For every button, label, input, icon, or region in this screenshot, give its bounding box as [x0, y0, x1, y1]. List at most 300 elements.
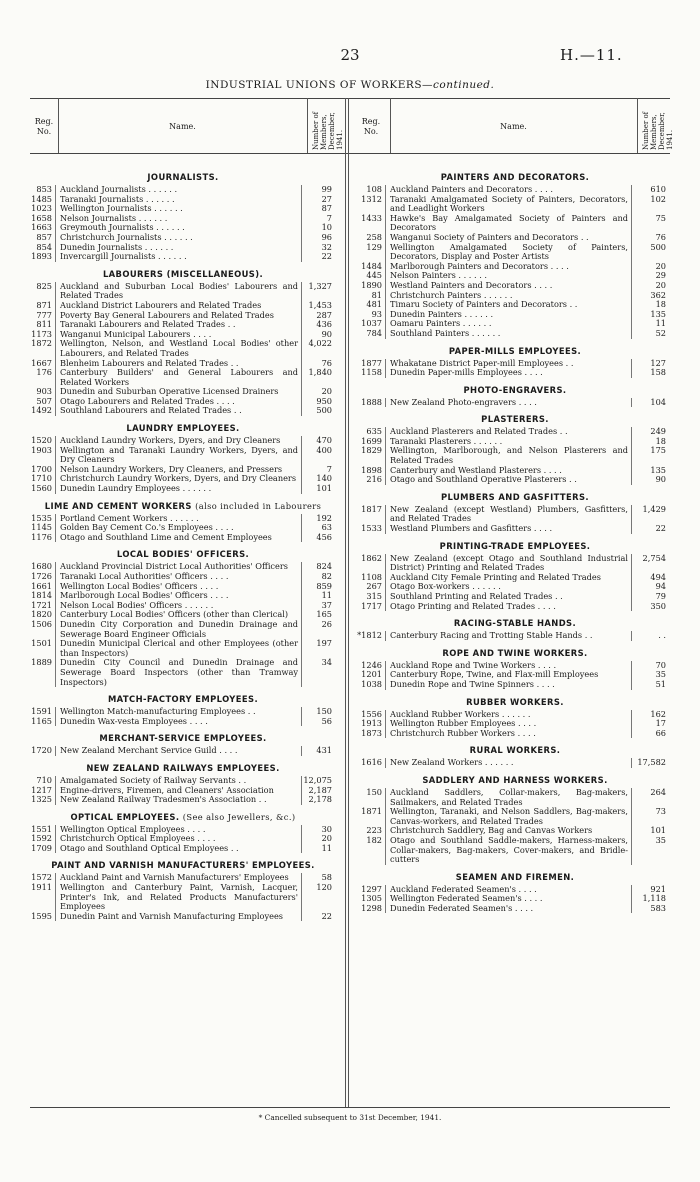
table-row [24, 252, 342, 262]
union-name: Christchurch Saddlery, Bag and Canvas Workers [385, 826, 632, 836]
right-members-header: Number of Members, December, 1941. [642, 111, 674, 150]
member-count: 4,022 [308, 338, 332, 349]
union-name: Auckland Laundry Workers, Dyers, and Dry Cleaners [55, 436, 302, 446]
table-row [24, 368, 342, 387]
section-heading [352, 414, 678, 424]
table-row [24, 446, 342, 465]
member-count: 96 [321, 231, 332, 242]
member-count: 7 [326, 212, 332, 223]
reg-number: 1721 [31, 599, 52, 610]
union-name: Auckland Plasterers and Related Trades . . [385, 427, 632, 437]
union-name: Blenheim Labourers and Related Trades . . [55, 359, 302, 369]
reg-number: 1501 [31, 638, 52, 649]
member-count: 175 [650, 445, 666, 456]
member-count: 58 [321, 872, 332, 883]
union-name: Wellington Amalgamated Society of Painters, Decorators, Display and Poster Artists [385, 243, 632, 262]
reg-number: 1872 [31, 338, 52, 349]
union-name: Invercargill Journalists . . . . . . [55, 252, 302, 262]
union-name: Westland Plumbers and Gasfitters . . . . [385, 524, 632, 534]
member-count: 90 [655, 474, 666, 485]
reg-number: 1726 [31, 571, 52, 581]
member-count: 20 [321, 386, 332, 397]
union-name: Taranaki Plasterers . . . . . . [385, 437, 632, 447]
section-note: (also included in Labourers [195, 500, 322, 511]
table-row [24, 639, 342, 658]
member-count: 1,118 [642, 893, 666, 904]
union-name: Southland Printing and Related Trades . . [385, 592, 632, 602]
union-name: Dunedin Painters . . . . . . [385, 310, 632, 320]
table-row [352, 214, 678, 233]
union-name: New Zealand Railway Tradesmen's Association . . [55, 795, 302, 805]
member-count: 29 [655, 270, 666, 281]
reg-number: 1037 [361, 318, 382, 329]
reg-number: 1246 [361, 659, 382, 670]
union-name: Westland Painters and Decorators . . . . [385, 281, 632, 291]
reg-number: 108 [366, 184, 382, 194]
reg-number: 1145 [31, 522, 52, 533]
union-name: Dunedin Journalists . . . . . . [55, 243, 302, 253]
section-title: PAINT AND VARNISH MANUFACTURERS' EMPLOYEES. [51, 860, 315, 871]
section-heading [352, 648, 678, 658]
union-name: Wellington and Taranaki Laundry Workers, Dyers, and Dry Cleaners [55, 446, 302, 465]
member-count: 921 [650, 883, 666, 894]
section-heading [24, 694, 342, 704]
reg-number: *1812 [357, 630, 382, 641]
reg-number: 1663 [31, 222, 52, 233]
member-count: 500 [650, 241, 666, 252]
reg-number: 1710 [31, 473, 52, 484]
member-count: 34 [321, 657, 332, 668]
table-row [352, 729, 678, 739]
member-count: 197 [316, 638, 332, 649]
reg-number: 825 [36, 280, 52, 291]
union-name: Wellington Local Bodies' Officers . . . . [55, 582, 302, 592]
member-count: 20 [655, 279, 666, 290]
section-title: JOURNALISTS. [147, 172, 219, 182]
union-name: Auckland Rubber Workers . . . . . . [385, 710, 632, 720]
member-count: 192 [316, 512, 332, 523]
center-divider-2 [348, 98, 349, 1107]
section-title: LABOURERS (MISCELLANEOUS). [102, 268, 264, 279]
table-row [352, 329, 678, 339]
section-title: PRINTING-TRADE EMPLOYEES. [439, 540, 591, 551]
union-name: Auckland Painters and Decorators . . . . [385, 185, 632, 195]
member-count: 583 [650, 902, 666, 913]
reg-number: 1485 [31, 193, 52, 204]
reg-number: 1911 [31, 882, 52, 893]
union-name: New Zealand (except Otago and Southland Industrial District) Printing and Related Trades [385, 554, 632, 573]
reg-number: 1158 [361, 367, 382, 378]
section-heading [24, 501, 342, 511]
member-count: 400 [316, 444, 332, 455]
reg-number: 481 [366, 299, 382, 310]
section-title: PLUMBERS AND GASFITTERS. [441, 491, 589, 502]
reg-number: 1913 [361, 718, 382, 729]
member-count: 66 [655, 727, 666, 738]
union-name: Christchurch Laundry Workers, Dyers, and Dry Cleaners [55, 474, 302, 484]
union-name: Timaru Society of Painters and Decorators . . [385, 300, 632, 310]
member-count: 249 [650, 426, 666, 437]
union-name: Taranaki Journalists . . . . . . [55, 195, 302, 205]
member-count: 494 [650, 571, 666, 582]
section-title: PAPER-MILLS EMPLOYEES. [448, 345, 582, 356]
member-count: 99 [321, 184, 332, 194]
union-name: Amalgamated Society of Railway Servants . . [55, 776, 302, 786]
reg-number: 182 [366, 834, 382, 845]
union-name: Otago and Southland Operative Plasterers . . [385, 475, 632, 485]
union-name: Nelson Laundry Workers, Dry Cleaners, and Pressers [55, 465, 302, 475]
reg-number: 777 [36, 309, 52, 320]
reg-number: 258 [366, 231, 382, 242]
union-name: Wellington Match-manufacturing Employees . . [55, 707, 302, 717]
union-name: Christchurch Optical Employees . . . . [55, 834, 302, 844]
right-head-rule-2 [637, 98, 638, 153]
page-number: 23 [340, 46, 360, 64]
member-count: 102 [650, 193, 666, 204]
union-name: Canterbury Rope, Twine, and Flax-mill Employees [385, 670, 632, 680]
member-count: 120 [316, 882, 332, 893]
left-members-header: Number of Members, December, 1941. [312, 111, 344, 150]
reg-number: 150 [366, 786, 382, 797]
reg-number: 853 [36, 184, 52, 194]
union-name: Wellington and Canterbury Paint, Varnish, Lacquer, Printer's Ink, and Related Products Manufacturers' Employees [55, 883, 302, 912]
section-title: ROPE AND TWINE WORKERS. [442, 647, 588, 658]
reg-number: 1890 [361, 279, 382, 290]
member-count: 18 [655, 435, 666, 446]
member-count: 7 [326, 463, 332, 474]
reg-number: 1873 [361, 727, 382, 738]
section-heading [24, 763, 342, 773]
right-column [352, 165, 678, 913]
member-count: 470 [316, 435, 332, 446]
table-row [352, 524, 678, 534]
member-count: 1,429 [642, 503, 666, 514]
section-heading [24, 812, 342, 822]
member-count: 2,178 [308, 794, 332, 805]
union-name: Auckland City Female Printing and Related Trades [385, 573, 632, 583]
member-count: 90 [321, 328, 332, 339]
reg-number: 1717 [361, 600, 382, 611]
member-count: 37 [321, 599, 332, 610]
footnote: * Cancelled subsequent to 31st December, 1941. [258, 1113, 442, 1122]
table-row [352, 602, 678, 612]
table-row [352, 788, 678, 807]
reg-number: 1877 [361, 357, 382, 368]
table-row [24, 883, 342, 912]
member-count: 20 [655, 260, 666, 271]
member-count: 824 [316, 561, 332, 572]
member-count: 350 [650, 600, 666, 611]
header-top-rule [30, 98, 670, 99]
union-name: Dunedin and Suburban Operative Licensed Drainers [55, 387, 302, 397]
reg-number: 1903 [31, 444, 52, 455]
reg-number: 129 [366, 241, 382, 252]
union-name: New Zealand Merchant Service Guild . . . . [55, 746, 302, 756]
union-name: Christchurch Rubber Workers . . . . [385, 729, 632, 739]
section-heading [24, 860, 342, 870]
table-row [352, 368, 678, 378]
union-name: Wellington Journalists . . . . . . [55, 204, 302, 214]
reg-number: 1709 [31, 842, 52, 853]
page-reference: H.—11. [560, 46, 623, 64]
union-name: Dunedin Municipal Clerical and other Employees (other than Inspectors) [55, 639, 302, 658]
reg-number: 1312 [361, 193, 382, 204]
member-count: 52 [655, 327, 666, 338]
member-count: 11 [655, 318, 666, 329]
member-count: 135 [650, 308, 666, 319]
reg-number: 223 [366, 825, 382, 836]
reg-number: 267 [366, 581, 382, 592]
section-title: NEW ZEALAND RAILWAYS EMPLOYEES. [86, 762, 280, 773]
union-name: Wellington Federated Seamen's . . . . [385, 894, 632, 904]
union-name: Canterbury Racing and Trotting Stable Hands . . [385, 631, 632, 641]
union-name: New Zealand Workers . . . . . . [385, 758, 632, 768]
union-name: Otago and Southland Optical Employees . . [55, 844, 302, 854]
section-heading [352, 697, 678, 707]
member-count: 2,187 [308, 784, 332, 795]
table-row [352, 505, 678, 524]
reg-number: 1023 [31, 203, 52, 214]
member-count: 94 [655, 581, 666, 592]
member-count: 135 [650, 464, 666, 475]
table-row [352, 631, 678, 641]
member-count: 456 [316, 531, 332, 542]
reg-number: 445 [366, 270, 382, 281]
section-heading [352, 541, 678, 551]
table-bottom-rule [30, 1107, 670, 1108]
section-title: PAINTERS AND DECORATORS. [440, 172, 590, 182]
section-title: RURAL WORKERS. [469, 745, 561, 756]
union-name: Auckland Journalists . . . . . . [55, 185, 302, 195]
union-name: Wanganui Municipal Labourers . . . . [55, 330, 302, 340]
reg-number: 1173 [31, 328, 52, 339]
member-count: 431 [316, 745, 332, 756]
member-count: 22 [321, 910, 332, 921]
table-row [352, 758, 678, 768]
union-name: Wellington, Taranaki, and Nelson Saddlers, Bag-makers, Canvas-workers, and Related Trades [385, 807, 632, 826]
union-name: New Zealand (except Westland) Plumbers, Gasfitters, and Related Trades [385, 505, 632, 524]
member-count: . . [658, 630, 666, 641]
section-title: OPTICAL EMPLOYEES. [70, 811, 180, 822]
section-title: MERCHANT-SERVICE EMPLOYEES. [99, 733, 267, 744]
reg-number: 1889 [31, 657, 52, 668]
reg-number: 1556 [361, 708, 382, 719]
section-heading [24, 172, 342, 182]
member-count: 264 [650, 786, 666, 797]
reg-number: 1817 [361, 503, 382, 514]
union-name: Auckland Rope and Twine Workers . . . . [385, 661, 632, 671]
section-heading [352, 385, 678, 395]
table-row [24, 282, 342, 301]
section-heading [352, 172, 678, 182]
union-name: Dunedin Paper-mills Employees . . . . [385, 368, 632, 378]
reg-number: 1298 [361, 902, 382, 913]
reg-number: 1592 [31, 833, 52, 844]
reg-number: 81 [371, 289, 382, 300]
union-name: Greymouth Journalists . . . . . . [55, 223, 302, 233]
member-count: 22 [321, 251, 332, 262]
reg-number: 1661 [31, 580, 52, 591]
section-heading [24, 733, 342, 743]
member-count: 76 [321, 357, 332, 368]
union-name: Nelson Local Bodies' Officers . . . . . . [55, 601, 302, 611]
member-count: 101 [650, 825, 666, 836]
member-count: 79 [655, 591, 666, 601]
table-row [352, 243, 678, 262]
reg-number: 1520 [31, 435, 52, 446]
section-title: RACING-STABLE HANDS. [453, 618, 577, 629]
table-row [24, 746, 342, 756]
table-row [24, 484, 342, 494]
union-name: Hawke's Bay Amalgamated Society of Painters and Decorators [385, 214, 632, 233]
member-count: 17 [655, 718, 666, 729]
section-heading [24, 423, 342, 433]
reg-number: 1814 [31, 590, 52, 601]
member-count: 162 [650, 708, 666, 719]
section-title: PHOTO-ENGRAVERS. [463, 384, 567, 395]
reg-number: 1595 [31, 910, 52, 921]
section-note: (See also Jewellers, &c.) [182, 811, 296, 822]
reg-number: 903 [36, 386, 52, 397]
union-name: Wellington Optical Employees . . . . [55, 825, 302, 835]
table-row [24, 912, 342, 922]
reg-number: 1699 [361, 435, 382, 446]
member-count: 500 [316, 405, 332, 416]
section-heading [352, 492, 678, 502]
table-row [352, 195, 678, 214]
reg-number: 1591 [31, 706, 52, 717]
reg-number: 710 [36, 774, 52, 785]
reg-number: 176 [36, 367, 52, 378]
table-row [352, 554, 678, 573]
reg-number: 1551 [31, 823, 52, 834]
table-row [24, 406, 342, 416]
reg-number: 1506 [31, 618, 52, 629]
member-count: 32 [321, 241, 332, 252]
union-name: Dunedin Rope and Twine Spinners . . . . [385, 680, 632, 690]
reg-number: 1898 [361, 464, 382, 475]
center-divider [345, 98, 346, 1107]
member-count: 30 [321, 823, 332, 834]
table-row [24, 658, 342, 687]
running-head-text: INDUSTRIAL UNIONS OF WORKERS— [205, 79, 434, 91]
union-name: Auckland Federated Seamen's . . . . [385, 885, 632, 895]
reg-number: 1217 [31, 784, 52, 795]
table-row [24, 844, 342, 854]
running-head-italic: continued. [433, 79, 495, 91]
union-name: Oamaru Painters . . . . . . [385, 319, 632, 329]
reg-number: 1533 [361, 523, 382, 534]
union-name: Wellington, Marlborough, and Nelson Plasterers and Related Trades [385, 446, 632, 465]
reg-number: 1165 [31, 715, 52, 726]
table-row [352, 680, 678, 690]
member-count: 165 [316, 609, 332, 620]
reg-number: 1700 [31, 463, 52, 474]
union-name: Dunedin Federated Seamen's . . . . [385, 904, 632, 914]
member-count: 101 [316, 483, 332, 494]
table-row [24, 717, 342, 727]
member-count: 1,327 [308, 280, 332, 291]
section-heading [352, 618, 678, 628]
member-count: 150 [316, 706, 332, 717]
reg-number: 811 [36, 319, 52, 330]
section-title: SADDLERY AND HARNESS WORKERS. [422, 774, 608, 785]
section-heading [352, 872, 678, 882]
union-name: Southland Painters . . . . . . [385, 329, 632, 339]
union-name: Otago Printing and Related Trades . . . . [385, 602, 632, 612]
member-count: 859 [316, 580, 332, 591]
reg-number: 1658 [31, 212, 52, 223]
union-name: Auckland and Suburban Local Bodies' Labourers and Related Trades [55, 282, 302, 301]
reg-number: 1176 [31, 531, 52, 542]
reg-number: 1829 [361, 445, 382, 456]
reg-number: 1484 [361, 260, 382, 271]
reg-number: 216 [366, 474, 382, 485]
union-name: Whakatane District Paper-mill Employees . . [385, 359, 632, 369]
union-name: Canterbury Local Bodies' Officers (other than Clerical) [55, 610, 302, 620]
union-name: Auckland Provincial District Local Authorities' Officers [55, 562, 302, 572]
member-count: 11 [321, 590, 332, 601]
union-name: New Zealand Photo-engravers . . . . [385, 398, 632, 408]
reg-number: 1433 [361, 212, 382, 223]
section-heading [352, 346, 678, 356]
reg-number: 1572 [31, 872, 52, 883]
section-heading [24, 269, 342, 279]
union-name: Nelson Painters . . . . . . [385, 271, 632, 281]
union-name: Auckland Saddlers, Collar-makers, Bag-makers, Sailmakers, and Related Trades [385, 788, 632, 807]
member-count: 82 [321, 571, 332, 581]
reg-number: 1560 [31, 483, 52, 494]
union-name: Otago Box-workers . . . . . . [385, 582, 632, 592]
union-name: Dunedin Paint and Varnish Manufacturing Employees [55, 912, 302, 922]
union-name: Wellington Rubber Employees . . . . [385, 719, 632, 729]
reg-number: 1201 [361, 669, 382, 680]
section-title: LAUNDRY EMPLOYEES. [126, 423, 240, 434]
union-name: Taranaki Amalgamated Society of Painters, Decorators, and Leadlight Workers [385, 195, 632, 214]
member-count: 2,754 [642, 552, 666, 563]
union-name: Wellington, Nelson, and Westland Local Bodies' other Labourers, and Related Trades [55, 339, 302, 358]
left-reg-header: Reg. No. [34, 117, 54, 136]
member-count: 436 [316, 319, 332, 330]
union-name: Nelson Journalists . . . . . . [55, 214, 302, 224]
union-name: Golden Bay Cement Co.'s Employees . . . . [55, 523, 302, 533]
reg-number: 1667 [31, 357, 52, 368]
table-row [352, 904, 678, 914]
reg-number: 857 [36, 231, 52, 242]
member-count: 17,582 [637, 757, 666, 768]
union-name: Southland Labourers and Related Trades . . [55, 406, 302, 416]
union-name: Poverty Bay General Labourers and Related Trades [55, 311, 302, 321]
member-count: 11 [321, 842, 332, 853]
reg-number: 1888 [361, 396, 382, 407]
right-reg-header: Reg. No. [361, 117, 381, 136]
member-count: 287 [316, 309, 332, 320]
running-head [0, 79, 700, 91]
reg-number: 854 [36, 241, 52, 252]
member-count: 1,840 [308, 367, 332, 378]
reg-number: 1325 [31, 794, 52, 805]
right-name-header: Name. [500, 122, 527, 131]
member-count: 26 [321, 618, 332, 629]
member-count: 76 [655, 231, 666, 242]
member-count: 18 [655, 299, 666, 310]
section-title: LOCAL BODIES' OFFICERS. [116, 549, 250, 560]
union-name: Auckland District Labourers and Related Trades [55, 301, 302, 311]
reg-number: 507 [36, 395, 52, 406]
member-count: 63 [321, 522, 332, 533]
member-count: 75 [655, 212, 666, 223]
union-name: Christchurch Journalists . . . . . . [55, 233, 302, 243]
